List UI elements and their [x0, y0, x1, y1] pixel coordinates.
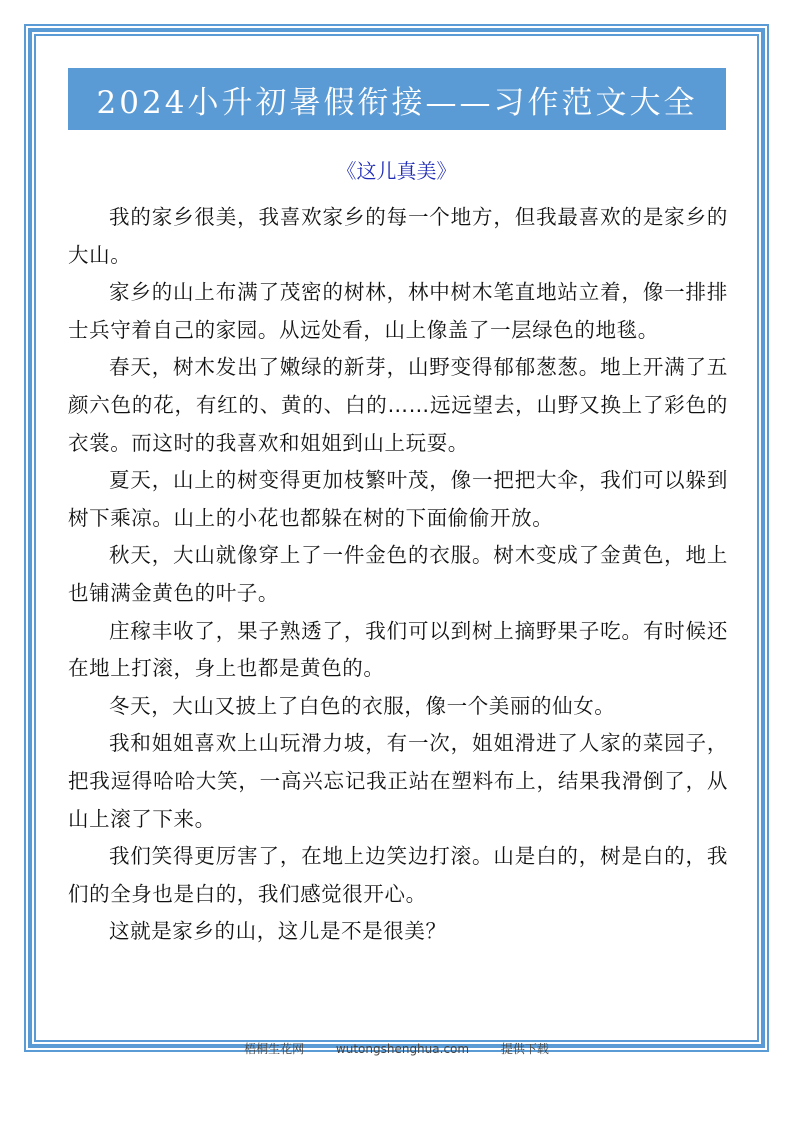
paragraph: 夏天，山上的树变得更加枝繁叶茂，像一把把大伞，我们可以躲到树下乘凉。山上的小花也都躲在树的下面偷偷开放。 [68, 468, 728, 530]
paragraph: 庄稼丰收了，果子熟透了，我们可以到树上摘野果子吃。有时候还在地上打滚，身上也都是黄色的。 [68, 618, 728, 681]
footer-site-url: wutongshenghua.com [335, 1042, 470, 1056]
paragraph: 冬天，大山又披上了白色的衣服，像一个美丽的仙女。 [109, 693, 616, 718]
footer-site-name: 梧桐生花网 [244, 1042, 305, 1056]
paragraph: 我的家乡很美，我喜欢家乡的每一个地方，但我最喜欢的是家乡的大山。 [68, 205, 728, 267]
paragraph: 家乡的山上布满了茂密的树林，林中树木笔直地站立着，像一排排士兵守着自己的家园。从远处看，山上像盖了一层绿色的地毯。 [68, 280, 728, 342]
page-footer [0, 1040, 793, 1057]
paragraph: 春天，树木发出了嫩绿的新芽，山野变得郁郁葱葱。地上开满了五颜六色的花，有红的、黄的、白的……远远望去，山野又换上了彩色的衣裳。而这时的我喜欢和姐姐到山上玩耍。 [68, 355, 728, 455]
paragraph: 秋天，大山就像穿上了一件金色的衣服。树木变成了金黄色，地上也铺满金黄色的叶子。 [68, 543, 728, 605]
essay-title: 《这儿真美》 [336, 159, 457, 183]
header-title: 2024小升初暑假衔接——习作范文大全 [96, 84, 698, 121]
essay-body [68, 199, 728, 951]
header-title-banner [68, 68, 726, 130]
paragraph: 这就是家乡的山，这儿是不是很美？ [109, 919, 447, 944]
footer-note: 提供下载 [500, 1042, 549, 1056]
paragraph: 我和姐姐喜欢上山玩滑力坡，有一次，姐姐滑进了人家的菜园子，把我逗得哈哈大笑，一高兴忘记我正站在塑料布上，结果我滑倒了，从山上滚了下来。 [68, 731, 728, 831]
paragraph: 我们笑得更厉害了，在地上边笑边打滚。山是白的，树是白的，我们的全身也是白的，我们感觉很开心。 [68, 844, 728, 906]
